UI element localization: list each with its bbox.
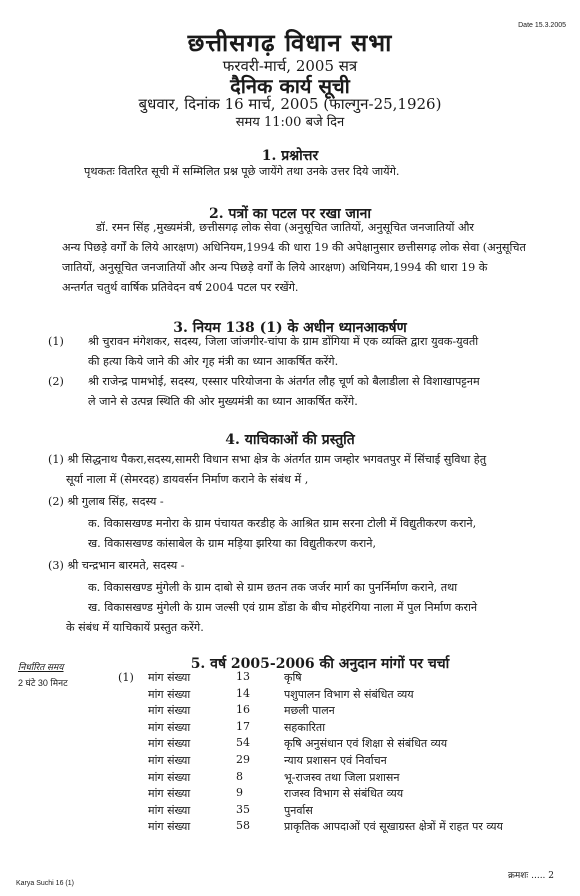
grant-subject: कृषि अनुसंधान एवं शिक्षा से संबंधित व्यय [284,737,448,751]
grant-label: मांग संख्या [148,753,191,767]
section-2-line: अन्तर्गत चतुर्थ वार्षिक प्रतिवेदन वर्ष 2004 पटल पर रखेंगे. [62,281,299,294]
section-3-item-num: (1) [48,335,64,348]
grant-subject: मछली पालन [284,704,335,718]
grant-subject: सहकारिता [284,720,326,734]
allotted-time-label: निर्धारित समय [18,662,64,672]
session-line: फरवरी-मार्च, 2005 सत्र [222,57,358,75]
section-5-heading: 5. वर्ष 2005-2006 की अनुदान मांगों पर चर्चा [190,656,450,672]
grant-number: 29 [236,752,250,766]
grant-subject: प्राकृतिक आपदाओं एवं सूखाग्रस्त क्षेत्रों में राहत पर व्यय [284,820,503,834]
continued-marker: क्रमशः ..... 2 [508,871,554,881]
grant-number: 8 [236,769,243,783]
table-row [148,736,503,753]
grant-number: 35 [236,802,250,816]
grant-subject: राजस्व विभाग से संबंधित व्यय [284,787,404,801]
table-row [148,786,503,803]
grant-label: मांग संख्या [148,737,191,751]
grants-table [148,670,503,836]
section-3-item-line: ले जाने से उत्पन्न स्थिति की ओर मुख्यमंत्री का ध्यान आकर्षित करेंगे. [88,395,358,408]
table-row [148,703,503,720]
grant-label: मांग संख्या [148,820,191,834]
session-time: समय 11:00 बजे दिन [235,115,345,130]
section-4-line: (2) श्री गुलाब सिंह, सदस्य - [48,495,164,508]
grant-label: मांग संख्या [148,803,191,817]
section-4-line: क. विकासखण्ड मुंगेली के ग्राम दाबो से ग्राम छतन तक जर्जर मार्ग का पुनर्निर्माण कराने, तथा [88,581,458,594]
section-2-line: डॉ. रमन सिंह ,मुख्यमंत्री, छत्तीसगढ़ लोक सेवा (अनुसूचित जातियों, अनुसूचित जनजातियों और [96,221,474,234]
section-4-heading: 4. याचिकाओं की प्रस्तुति [225,432,355,448]
section-4-line: ख. विकासखण्ड मुंगेली के ग्राम जल्सी एवं ग्राम डोंडा के बीच मोहरंगिया नाला में पुल निर्माण कराने [88,601,478,614]
table-row [148,720,503,737]
section-4-line: के संबंध में याचिकायें प्रस्तुत करेंगे. [66,621,204,634]
grant-label: मांग संख्या [148,687,191,701]
grant-number: 54 [236,736,250,750]
grant-subject: पुनर्वास [284,803,313,817]
grant-subject: न्याय प्रशासन एवं निर्वाचन [284,753,387,767]
grant-subject: पशुपालन विभाग से संबंधित व्यय [284,687,414,701]
page-title: दैनिक कार्य सूची [230,74,350,98]
grant-label: मांग संख्या [148,787,191,801]
grant-label: मांग संख्या [148,671,191,684]
day-date: बुधवार, दिनांक 16 मार्च, 2005 (फाल्गुन-25,1926) [138,95,442,113]
section-3-item-line: की हत्या किये जाने की ओर गृह मंत्री का ध्यान आकर्षित करेंगे. [88,355,339,368]
section-5-item-num: (1) [118,671,134,684]
section-4-line: ख. विकासखण्ड कांसाबेल के ग्राम मड़िया झरिया का विद्युतीकरण कराने, [88,537,377,550]
section-1-heading: 1. प्रश्नोत्तर [261,148,319,164]
grant-number: 16 [236,703,250,717]
section-1-text: पृथकतः वितरित सूची में सम्मिलित प्रश्न पूछे जायेंगे तथा उनके उत्तर दिये जायेंगे. [84,165,400,178]
table-row [148,770,503,787]
section-3-heading: 3. नियम 138 (1) के अधीन ध्यानआकर्षण [173,320,407,336]
footer-reference: Karya Suchi 16 (1) [16,880,74,887]
section-2-line: अन्य पिछड़े वर्गों के लिये आरक्षण) अधिनियम,1994 की धारा 19 की अपेक्षानुसार छत्तीसगढ़ लोक सेवा (अनुसूचित [62,241,526,254]
section-2-line: जातियों, अनुसूचित जनजातियों और अन्य पिछड़े वर्गों के लिये आरक्षण) अधिनियम,1994 की धारा 19 के [62,261,488,274]
grant-number: 9 [236,786,243,800]
section-3-item-line: श्री राजेन्द्र पामभोई, सदस्य, एस्सार परियोजना के अंतर्गत लौह चूर्ण को बैलाडीला से विशाखापट्टनम [88,375,480,388]
grant-number: 58 [236,819,250,833]
allotted-time-value: 2 घंटे 30 मिनट [18,678,68,688]
grant-label: मांग संख्या [148,704,191,718]
grant-label: मांग संख्या [148,720,191,734]
section-2-heading: 2. पत्रों का पटल पर रखा जाना [209,206,371,222]
section-3-item-num: (2) [48,375,64,388]
assembly-title: छत्तीसगढ़ विधान सभा [187,28,393,57]
grant-number: 13 [236,670,250,683]
section-4-line: (3) श्री चन्द्रभान बारमते, सदस्य - [48,559,185,572]
section-3-item-line: श्री चुरावन मंगेशकर, सदस्य, जिला जांजगीर-चांपा के ग्राम डोंगिया में एक व्यक्ति द्वारा युवक-युवती [88,335,479,348]
table-row [148,803,503,820]
section-4-line: (1) श्री सिद्धनाथ पैकरा,सदस्य,सामरी विधान सभा क्षेत्र के अंतर्गत ग्राम जम्होर भगवतपुर में सिंचाई सुविधा हेतु [48,453,487,466]
date-stamp: Date 15.3.2005 [518,22,566,29]
table-row [148,670,503,687]
grant-number: 14 [236,686,250,700]
grant-number: 17 [236,719,250,733]
grant-label: मांग संख्या [148,770,191,784]
section-4-line: क. विकासखण्ड मनोरा के ग्राम पंचायत करडीह के आश्रित ग्राम सरना टोली में विद्युतीकरण कराने, [88,517,477,530]
table-row [148,753,503,770]
grant-subject: कृषि [284,671,302,684]
grant-subject: भू-राजस्व तथा जिला प्रशासन [284,770,400,784]
table-row [148,819,503,836]
section-4-line: सूर्या नाला में (सेमरदह) डायवर्सन निर्माण कराने के संबंध में , [66,473,309,486]
table-row [148,687,503,704]
